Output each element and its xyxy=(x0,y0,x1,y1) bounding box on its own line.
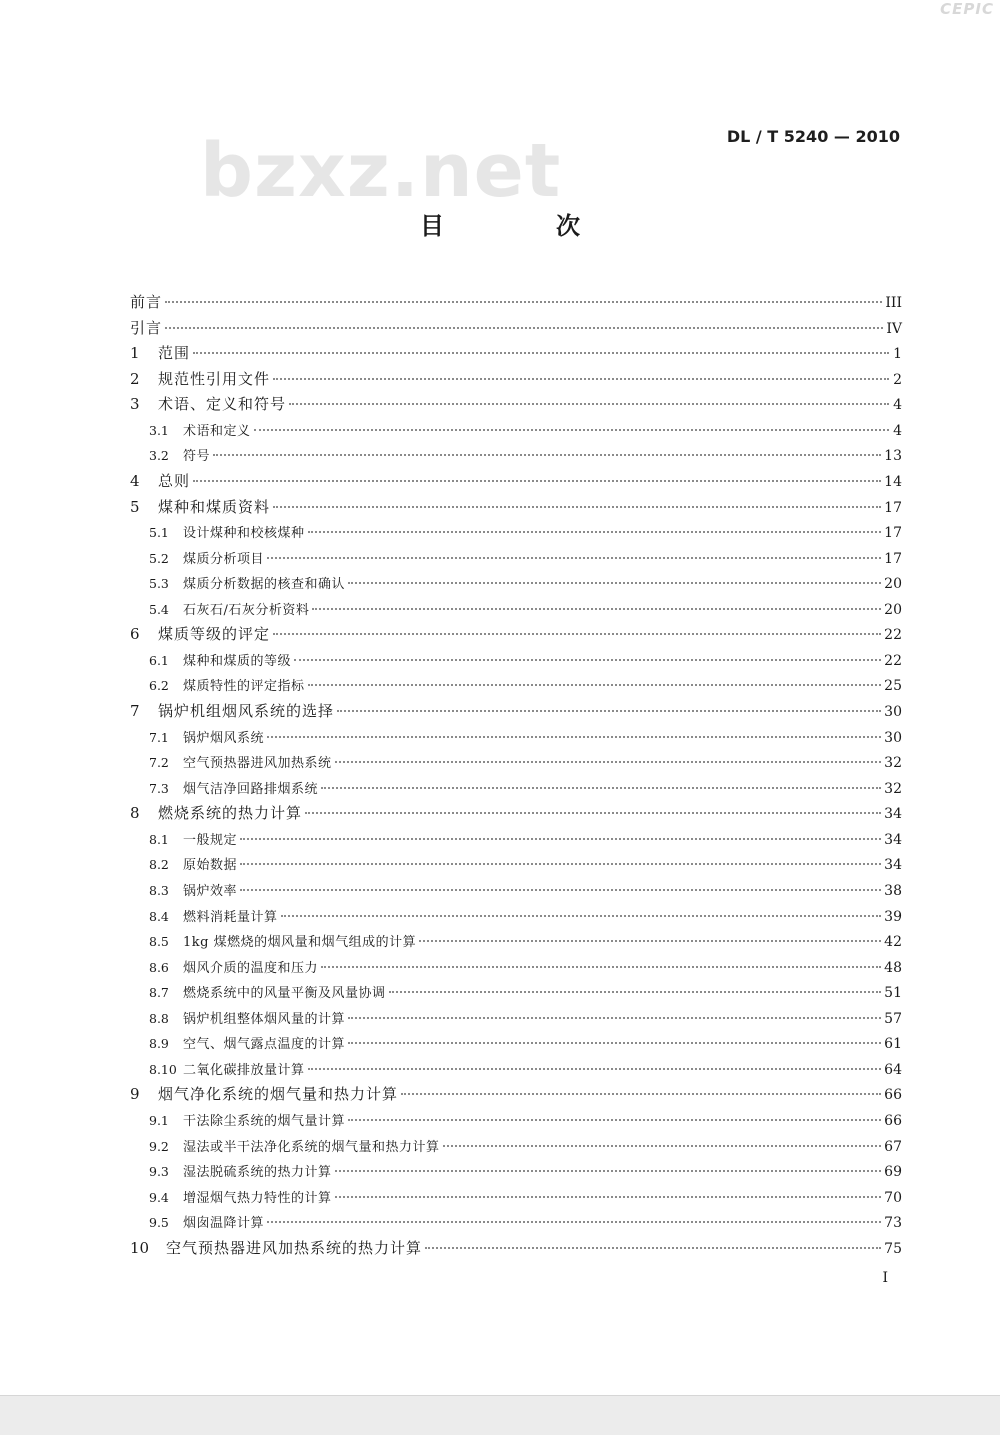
toc-entry-page: 38 xyxy=(884,882,902,899)
toc-entry[interactable] xyxy=(130,597,902,623)
toc-entry-page: 32 xyxy=(884,780,902,797)
toc-entry[interactable] xyxy=(130,725,902,751)
toc-entry-page: 30 xyxy=(884,704,902,720)
toc-entry-number: 8.8 xyxy=(149,1010,169,1026)
toc-entry-page: 73 xyxy=(884,1215,902,1232)
toc-entry[interactable] xyxy=(130,469,902,495)
toc-entry-number: 7 xyxy=(130,702,140,720)
toc-entry-page: 2 xyxy=(893,371,902,388)
toc-entry-number: 8 xyxy=(130,804,140,823)
toc-entry-label: 空气预热器进风加热系统 xyxy=(183,756,332,772)
toc-entry-number: 5 xyxy=(130,497,140,516)
toc-entry-label: 煤种和煤质资料 xyxy=(158,497,271,516)
toc-leader-dots xyxy=(389,990,882,993)
toc-entry-label: 1kg 煤燃烧的烟风量和烟气组成的计算 xyxy=(183,935,417,951)
toc-entry-page: 34 xyxy=(884,831,902,848)
toc-entry-label: 范围 xyxy=(158,344,191,363)
toc-entry[interactable] xyxy=(130,367,902,393)
toc-entry-label: 燃烧系统中的风量平衡及风量协调 xyxy=(183,986,386,1002)
toc-entry-label: 煤质分析数据的核查和确认 xyxy=(183,577,346,593)
toc-leader-dots xyxy=(443,1144,882,1147)
toc-entry-page: 66 xyxy=(884,1113,902,1129)
toc-entry-number: 4 xyxy=(130,471,140,490)
toc-leader-dots xyxy=(425,1246,881,1249)
toc-entry-page: 34 xyxy=(884,806,902,823)
toc-entry[interactable] xyxy=(130,878,902,904)
toc-entry[interactable] xyxy=(130,1159,902,1185)
toc-entry-label: 设计煤种和校核煤种 xyxy=(183,526,305,542)
toc-entry-page: 17 xyxy=(884,550,902,567)
toc-leader-dots xyxy=(267,1220,881,1223)
toc-entry[interactable] xyxy=(130,750,902,776)
toc-entry-label: 燃料消耗量计算 xyxy=(183,909,278,925)
toc-entry[interactable] xyxy=(130,392,902,418)
toc-entry-label: 引言 xyxy=(130,318,163,337)
toc-entry[interactable] xyxy=(130,571,902,597)
toc-entry[interactable] xyxy=(130,1082,902,1108)
toc-leader-dots xyxy=(267,735,881,738)
toc-entry-page: 1 xyxy=(893,346,902,363)
toc-entry-page: 22 xyxy=(884,652,902,669)
page-folio: I xyxy=(882,1270,888,1286)
toc-entry-label: 一般规定 xyxy=(183,832,238,848)
toc-entry-label: 煤质分析项目 xyxy=(183,551,265,567)
toc-leader-dots xyxy=(294,658,881,661)
toc-leader-dots xyxy=(401,1092,881,1095)
toc-entry[interactable] xyxy=(130,1185,902,1211)
toc-entry[interactable] xyxy=(130,648,902,674)
toc-entry[interactable] xyxy=(130,801,902,827)
toc-entry-label: 锅炉烟风系统 xyxy=(183,730,265,746)
toc-entry-page: 67 xyxy=(884,1138,902,1155)
toc-entry[interactable] xyxy=(130,904,902,930)
toc-entry-number: 8.7 xyxy=(149,985,169,1001)
toc-entry-number: 7.2 xyxy=(149,755,169,771)
toc-entry-number: 3 xyxy=(130,395,140,414)
toc-leader-dots xyxy=(335,1195,882,1198)
toc-entry-number: 8.10 xyxy=(149,1061,177,1077)
toc-entry-label: 二氧化碳排放量计算 xyxy=(183,1062,305,1078)
toc-leader-dots xyxy=(348,1118,881,1121)
toc-entry-page: 34 xyxy=(884,857,902,874)
toc-entry[interactable] xyxy=(130,290,902,316)
toc-entry-label: 石灰石/石灰分析资料 xyxy=(183,602,310,618)
toc-entry-number: 3.2 xyxy=(149,448,169,464)
toc-entry[interactable] xyxy=(130,341,902,367)
toc-entry-label: 锅炉机组整体烟风量的计算 xyxy=(183,1011,346,1027)
toc-entry-label: 空气预热器进风加热系统的热力计算 xyxy=(166,1238,423,1257)
toc-entry-page: 66 xyxy=(884,1087,902,1104)
toc-entry-label: 空气、烟气露点温度的计算 xyxy=(183,1037,346,1053)
toc-leader-dots xyxy=(305,811,881,814)
toc-leader-dots xyxy=(240,862,881,865)
toc-entry-label: 锅炉效率 xyxy=(183,883,238,899)
toc-leader-dots xyxy=(267,556,881,559)
toc-entry-number: 5.1 xyxy=(149,525,169,541)
toc-entry-label: 干法除尘系统的烟气量计算 xyxy=(183,1114,346,1129)
toc-leader-dots xyxy=(273,632,881,635)
toc-leader-dots xyxy=(213,453,881,456)
toc-entry[interactable] xyxy=(130,316,902,342)
toc-entry-page: 4 xyxy=(893,397,902,414)
toc-entry-page: 42 xyxy=(884,934,902,951)
toc-leader-dots xyxy=(240,837,881,840)
toc-entry[interactable] xyxy=(130,622,902,648)
toc-entry-number: 9.2 xyxy=(149,1138,169,1154)
toc-entry-number: 8.2 xyxy=(149,857,169,873)
toc-entry[interactable] xyxy=(130,1031,902,1057)
toc-entry-page: 14 xyxy=(884,473,902,490)
toc-entry-page: 30 xyxy=(884,729,902,746)
toc-entry-page: 25 xyxy=(884,678,902,695)
toc-entry-number: 8.1 xyxy=(149,831,169,847)
toc-leader-dots xyxy=(240,888,881,891)
toc-entry-number: 8.4 xyxy=(149,908,169,924)
toc-leader-dots xyxy=(308,530,882,533)
toc-entry[interactable] xyxy=(130,546,902,572)
toc-entry-label: 规范性引用文件 xyxy=(158,369,271,388)
toc-leader-dots xyxy=(289,402,889,405)
toc-entry[interactable] xyxy=(130,1006,902,1032)
toc-leader-dots xyxy=(165,300,882,303)
toc-entry[interactable] xyxy=(130,1057,902,1083)
toc-leader-dots xyxy=(165,326,883,329)
toc-leader-dots xyxy=(312,607,881,610)
toc-entry-number: 9.1 xyxy=(149,1113,169,1128)
toc-entry-label: 烟风介质的温度和压力 xyxy=(183,960,319,976)
toc-entry-page: 17 xyxy=(884,499,902,516)
toc-leader-dots xyxy=(337,709,881,712)
toc-entry-page: 20 xyxy=(884,576,902,593)
toc-entry[interactable] xyxy=(130,852,902,878)
toc-entry-page: 51 xyxy=(884,985,902,1002)
toc-entry[interactable] xyxy=(130,1134,902,1160)
toc-leader-dots xyxy=(348,581,881,584)
toc-entry-number: 9 xyxy=(130,1085,140,1104)
toc-entry-page: 69 xyxy=(884,1164,902,1181)
toc-leader-dots xyxy=(419,939,881,942)
toc-entry-number: 3.1 xyxy=(149,422,169,438)
toc-leader-dots xyxy=(254,428,889,431)
toc-entry-label: 前言 xyxy=(130,293,163,311)
toc-entry-number: 7.1 xyxy=(149,729,169,745)
toc-entry-label: 烟气净化系统的烟气量和热力计算 xyxy=(158,1085,399,1104)
toc-entry-page: 20 xyxy=(884,601,902,618)
toc-entry-number: 6.1 xyxy=(149,652,169,668)
toc-entry-number: 8.3 xyxy=(149,882,169,898)
toc-entry-number: 10 xyxy=(130,1238,150,1257)
toc-leader-dots xyxy=(335,1169,882,1172)
toc-entry[interactable] xyxy=(130,418,902,444)
toc-entry-number: 8.5 xyxy=(149,934,169,950)
toc-entry-number: 9.5 xyxy=(149,1215,169,1231)
toc-entry[interactable] xyxy=(130,495,902,521)
toc-entry-number: 6.2 xyxy=(149,678,169,694)
toc-entry-label: 术语、定义和符号 xyxy=(158,395,287,414)
toc-entry[interactable] xyxy=(130,980,902,1006)
toc-entry-page: 48 xyxy=(884,959,902,976)
toc-entry-number: 7.3 xyxy=(149,780,169,796)
toc-entry-label: 煤质特性的评定指标 xyxy=(183,679,305,695)
toc-entry-page: 64 xyxy=(884,1061,902,1078)
toc-entry-page: IV xyxy=(886,320,902,337)
toc-entry[interactable] xyxy=(130,955,902,981)
toc-entry[interactable] xyxy=(130,776,902,802)
toc-entry-page: 4 xyxy=(893,422,902,439)
page-title: 目 次 xyxy=(420,212,624,240)
toc-entry[interactable] xyxy=(130,1108,902,1134)
toc-entry-label: 湿法脱硫系统的热力计算 xyxy=(183,1165,332,1181)
toc-leader-dots xyxy=(348,1016,881,1019)
toc-entry-label: 符号 xyxy=(183,449,211,465)
toc-leader-dots xyxy=(321,786,881,789)
toc-entry[interactable] xyxy=(130,827,902,853)
toc-entry[interactable] xyxy=(130,929,902,955)
table-of-contents xyxy=(130,290,902,1261)
toc-entry-page: 17 xyxy=(884,525,902,542)
toc-leader-dots xyxy=(273,505,881,508)
corner-logo: CEPIC xyxy=(940,0,994,18)
toc-entry[interactable] xyxy=(130,1236,902,1262)
toc-entry[interactable] xyxy=(130,673,902,699)
toc-leader-dots xyxy=(321,965,881,968)
toc-entry-page: 39 xyxy=(884,908,902,925)
toc-leader-dots xyxy=(335,760,882,763)
toc-entry-label: 原始数据 xyxy=(183,858,238,874)
toc-leader-dots xyxy=(193,351,889,354)
toc-entry[interactable] xyxy=(130,443,902,469)
toc-entry-number: 9.4 xyxy=(149,1189,169,1205)
toc-entry-number: 5.4 xyxy=(149,601,169,617)
toc-entry-number: 9.3 xyxy=(149,1164,169,1180)
toc-entry-label: 术语和定义 xyxy=(183,423,251,439)
toc-entry-label: 总则 xyxy=(158,471,191,490)
toc-leader-dots xyxy=(308,683,882,686)
toc-entry-number: 5.3 xyxy=(149,576,169,592)
toc-entry-page: III xyxy=(885,295,902,311)
toc-entry-label: 煤质等级的评定 xyxy=(158,625,271,644)
toc-entry-page: 70 xyxy=(884,1189,902,1206)
toc-entry-page: 57 xyxy=(884,1010,902,1027)
toc-entry-number: 2 xyxy=(130,369,140,388)
toc-entry-page: 13 xyxy=(884,448,902,465)
toc-leader-dots xyxy=(193,479,881,482)
toc-entry-page: 75 xyxy=(884,1240,902,1257)
toc-entry[interactable] xyxy=(130,520,902,546)
toc-entry[interactable] xyxy=(130,1210,902,1236)
toc-entry-number: 8.9 xyxy=(149,1036,169,1052)
toc-entry-number: 1 xyxy=(130,344,140,363)
toc-entry-label: 烟囱温降计算 xyxy=(183,1216,265,1232)
toc-leader-dots xyxy=(281,914,882,917)
toc-entry-label: 燃烧系统的热力计算 xyxy=(158,804,303,823)
viewer-bottom-bar xyxy=(0,1395,1000,1435)
toc-entry-label: 煤种和煤质的等级 xyxy=(183,653,292,669)
standard-code: DL / T 5240 — 2010 xyxy=(726,127,900,146)
toc-entry[interactable] xyxy=(130,699,902,725)
watermark: bzxz.net xyxy=(200,128,562,214)
toc-leader-dots xyxy=(273,377,889,380)
toc-entry-label: 烟气洁净回路排烟系统 xyxy=(183,781,319,797)
toc-entry-number: 5.2 xyxy=(149,550,169,566)
toc-entry-label: 湿法或半干法净化系统的烟气量和热力计算 xyxy=(183,1139,440,1155)
toc-entry-label: 锅炉机组烟风系统的选择 xyxy=(158,702,335,720)
toc-entry-number: 8.6 xyxy=(149,959,169,975)
toc-entry-label: 增湿烟气热力特性的计算 xyxy=(183,1190,332,1206)
toc-entry-page: 22 xyxy=(884,627,902,644)
toc-entry-page: 61 xyxy=(884,1036,902,1053)
toc-entry-number: 6 xyxy=(130,625,140,644)
toc-leader-dots xyxy=(308,1067,882,1070)
toc-leader-dots xyxy=(348,1041,881,1044)
toc-entry-page: 32 xyxy=(884,755,902,772)
